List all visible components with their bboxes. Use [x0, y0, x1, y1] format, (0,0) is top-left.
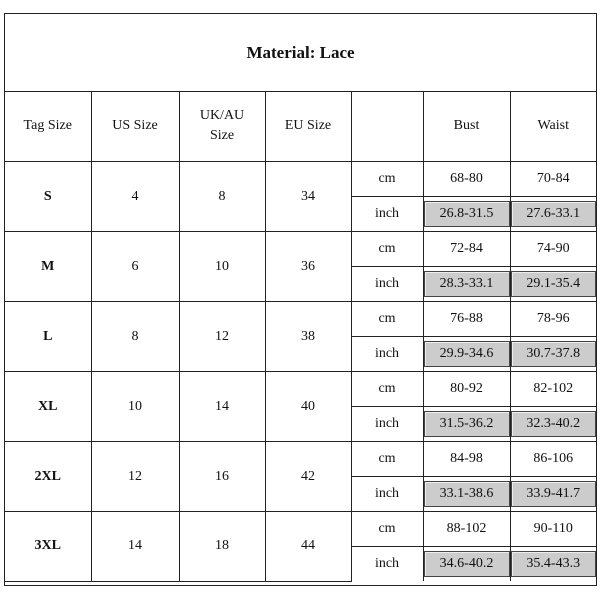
eu-size-cell: 44 — [265, 512, 351, 582]
bust-inch-cell — [423, 547, 510, 582]
us-size-cell: 10 — [91, 372, 179, 442]
waist-inch-value: 35.4-43.3 — [511, 551, 597, 577]
bust-cm-cell: 80-92 — [423, 372, 510, 407]
bust-inch-value: 33.1-38.6 — [424, 481, 510, 507]
bust-inch-value: 29.9-34.6 — [424, 341, 510, 367]
unit-inch-cell: inch — [351, 337, 423, 372]
bust-cm-cell: 72-84 — [423, 232, 510, 267]
bust-cm-cell: 84-98 — [423, 442, 510, 477]
unit-cm-cell: cm — [351, 162, 423, 197]
waist-inch-cell — [510, 337, 596, 372]
bust-inch-cell — [423, 477, 510, 512]
tag-size-cell: 2XL — [5, 442, 91, 512]
bust-inch-cell — [423, 197, 510, 232]
unit-inch-cell: inch — [351, 477, 423, 512]
table-row — [5, 162, 596, 197]
unit-cm-cell: cm — [351, 302, 423, 337]
tag-size-cell: S — [5, 162, 91, 232]
unit-inch-cell: inch — [351, 547, 423, 582]
bust-inch-cell — [423, 407, 510, 442]
waist-inch-value: 32.3-40.2 — [511, 411, 597, 437]
waist-inch-cell — [510, 547, 596, 582]
tag-size-cell: M — [5, 232, 91, 302]
size-table — [5, 91, 596, 582]
unit-cm-cell: cm — [351, 232, 423, 267]
header-waist: Waist — [510, 91, 596, 162]
header-us-size: US Size — [91, 91, 179, 162]
header-tag-size: Tag Size — [5, 91, 91, 162]
waist-inch-value: 27.6-33.1 — [511, 201, 597, 227]
waist-cm-cell: 90-110 — [510, 512, 596, 547]
us-size-cell: 6 — [91, 232, 179, 302]
bust-inch-value: 26.8-31.5 — [424, 201, 510, 227]
uk-size-cell: 16 — [179, 442, 265, 512]
waist-inch-value: 33.9-41.7 — [511, 481, 597, 507]
unit-inch-cell: inch — [351, 407, 423, 442]
header-uk-line1: UK/AU — [199, 108, 245, 123]
bust-inch-cell — [423, 337, 510, 372]
waist-inch-value: 30.7-37.8 — [511, 341, 597, 367]
unit-cm-cell: cm — [351, 372, 423, 407]
header-eu-size: EU Size — [265, 91, 351, 162]
table-row — [5, 232, 596, 267]
waist-inch-cell — [510, 477, 596, 512]
us-size-cell: 14 — [91, 512, 179, 582]
us-size-cell: 8 — [91, 302, 179, 372]
table-row — [5, 442, 596, 477]
table-row — [5, 512, 596, 547]
unit-inch-cell: inch — [351, 197, 423, 232]
waist-cm-cell: 70-84 — [510, 162, 596, 197]
waist-cm-cell: 78-96 — [510, 302, 596, 337]
us-size-cell: 12 — [91, 442, 179, 512]
waist-cm-cell: 82-102 — [510, 372, 596, 407]
chart-title: Material: Lace — [5, 14, 596, 92]
bust-cm-cell: 76-88 — [423, 302, 510, 337]
eu-size-cell: 34 — [265, 162, 351, 232]
bust-inch-value: 31.5-36.2 — [424, 411, 510, 437]
waist-cm-cell: 74-90 — [510, 232, 596, 267]
uk-size-cell: 12 — [179, 302, 265, 372]
tag-size-cell: L — [5, 302, 91, 372]
tag-size-cell: 3XL — [5, 512, 91, 582]
eu-size-cell: 42 — [265, 442, 351, 512]
eu-size-cell: 38 — [265, 302, 351, 372]
waist-inch-cell — [510, 407, 596, 442]
bust-cm-cell: 68-80 — [423, 162, 510, 197]
eu-size-cell: 36 — [265, 232, 351, 302]
bust-inch-value: 34.6-40.2 — [424, 551, 510, 577]
header-unit — [351, 91, 423, 162]
tag-size-cell: XL — [5, 372, 91, 442]
eu-size-cell: 40 — [265, 372, 351, 442]
unit-inch-cell: inch — [351, 267, 423, 302]
bust-cm-cell: 88-102 — [423, 512, 510, 547]
table-row — [5, 372, 596, 407]
bust-inch-value: 28.3-33.1 — [424, 271, 510, 297]
bust-inch-cell — [423, 267, 510, 302]
header-row — [5, 91, 596, 162]
size-chart — [4, 13, 597, 586]
uk-size-cell: 8 — [179, 162, 265, 232]
us-size-cell: 4 — [91, 162, 179, 232]
table-row — [5, 302, 596, 337]
header-uk-au-size — [179, 91, 265, 162]
uk-size-cell: 14 — [179, 372, 265, 442]
waist-inch-cell — [510, 197, 596, 232]
unit-cm-cell: cm — [351, 512, 423, 547]
header-bust: Bust — [423, 91, 510, 162]
uk-size-cell: 10 — [179, 232, 265, 302]
unit-cm-cell: cm — [351, 442, 423, 477]
waist-inch-cell — [510, 267, 596, 302]
waist-inch-value: 29.1-35.4 — [511, 271, 597, 297]
uk-size-cell: 18 — [179, 512, 265, 582]
header-uk-line2: Size — [209, 128, 235, 143]
waist-cm-cell: 86-106 — [510, 442, 596, 477]
